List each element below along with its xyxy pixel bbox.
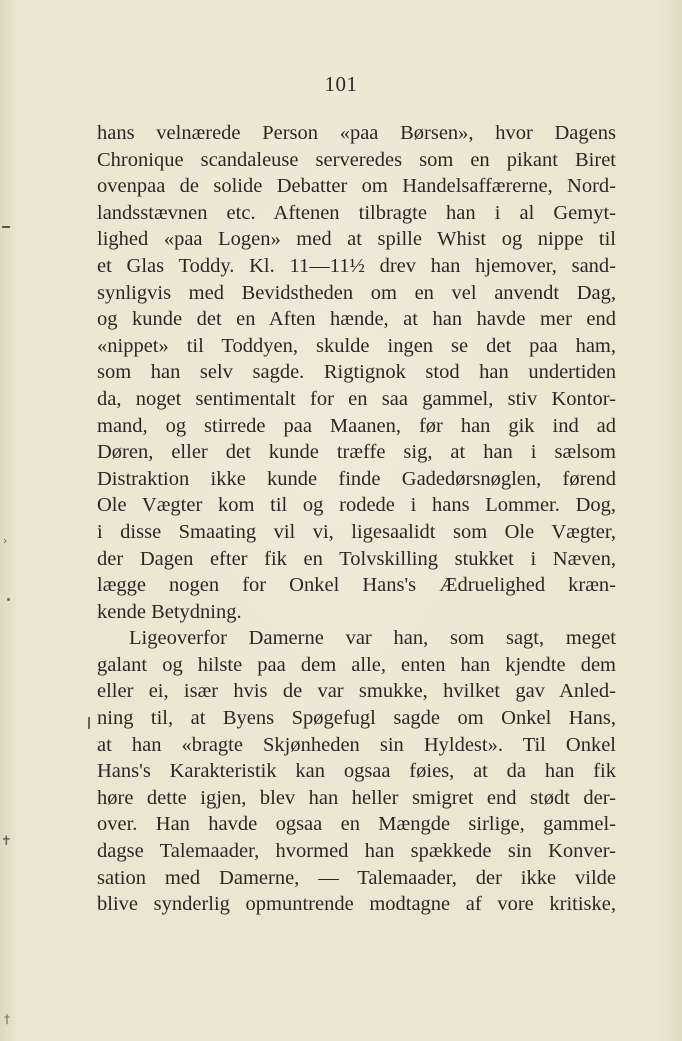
text-line: lighed «paa Logen» med at spille Whist og nippe til xyxy=(97,228,616,251)
text-line: eller ei, især hvis de var smukke, hvilket gav Anled- xyxy=(97,680,616,703)
text-line: landsstævnen etc. Aftenen tilbragte han i al Gemyt- xyxy=(97,201,616,224)
paragraph-end-line: kende Betydning. xyxy=(97,600,242,623)
text-line: galant og hilste paa dem alle, enten han kjendte dem xyxy=(97,653,616,676)
text-line: Ole Vægter kom til og rodede i hans Lommer. Dog, xyxy=(97,494,616,517)
text-line: over. Han havde ogsaa en Mængde sirlige, gammel- xyxy=(97,813,616,836)
text-line: høre dette igjen, blev han heller smigret end stødt der- xyxy=(97,786,616,809)
margin-dash-mark xyxy=(2,226,10,228)
page-number: 101 xyxy=(324,72,358,96)
body-text xyxy=(97,120,616,918)
text-line: Chronique scandaleuse serveredes som en pikant Biret xyxy=(97,148,616,171)
text-line: Døren, eller det kunde træffe sig, at han i sælsom xyxy=(97,441,616,464)
margin-tick-mark xyxy=(88,717,90,729)
margin-cross-mark: ✝ xyxy=(1,834,12,849)
paragraph-start-line: Ligeoverfor Damerne var han, som sagt, meget xyxy=(129,627,616,650)
text-line: et Glas Toddy. Kl. 11—11½ drev han hjemover, sand- xyxy=(97,254,616,277)
margin-dot-mark xyxy=(7,598,10,601)
text-line: der Dagen efter fik en Tolvskilling stukket i Næven, xyxy=(97,547,616,570)
text-line: lægge nogen for Onkel Hans's Ædruelighed kræn- xyxy=(97,574,616,597)
text-line: og kunde det en Aften hænde, at han havde mer end xyxy=(97,308,616,331)
text-line: sation med Damerne, — Talemaader, der ikke vilde xyxy=(97,866,616,889)
text-line: synligvis med Bevidstheden om en vel anvendt Dag, xyxy=(97,281,616,304)
text-line: ning til, at Byens Spøgefugl sagde om Onkel Hans, xyxy=(97,707,616,730)
text-line: som han selv sagde. Rigtignok stod han undertiden xyxy=(97,361,616,384)
text-line: ovenpaa de solide Debatter om Handelsaffærerne, Nord- xyxy=(97,175,616,198)
margin-arrow-mark: › xyxy=(3,534,8,547)
text-line: «nippet» til Toddyen, skulde ingen se det paa ham, xyxy=(97,334,616,357)
text-line: at han «bragte Skjønheden sin Hyldest». Til Onkel xyxy=(97,733,616,756)
text-line: dagse Talemaader, hvormed han spækkede sin Konver- xyxy=(97,840,616,863)
text-line: Distraktion ikke kunde finde Gadedørsnøglen, førend xyxy=(97,467,616,490)
text-line: i disse Smaating vil vi, ligesaalidt som Ole Vægter, xyxy=(97,520,616,543)
text-line: Hans's Karakteristik kan ogsaa føies, at da han fik xyxy=(97,760,616,783)
text-line: da, noget sentimentalt for en saa gammel, stiv Kontor- xyxy=(97,387,616,410)
margin-dagger-mark: † xyxy=(4,1012,10,1026)
text-line: blive synderlig opmuntrende modtagne af vore kritiske, xyxy=(97,893,616,916)
text-line: hans velnærede Person «paa Børsen», hvor Dagens xyxy=(97,122,616,144)
text-line: mand, og stirrede paa Maanen, før han gik ind ad xyxy=(97,414,616,437)
